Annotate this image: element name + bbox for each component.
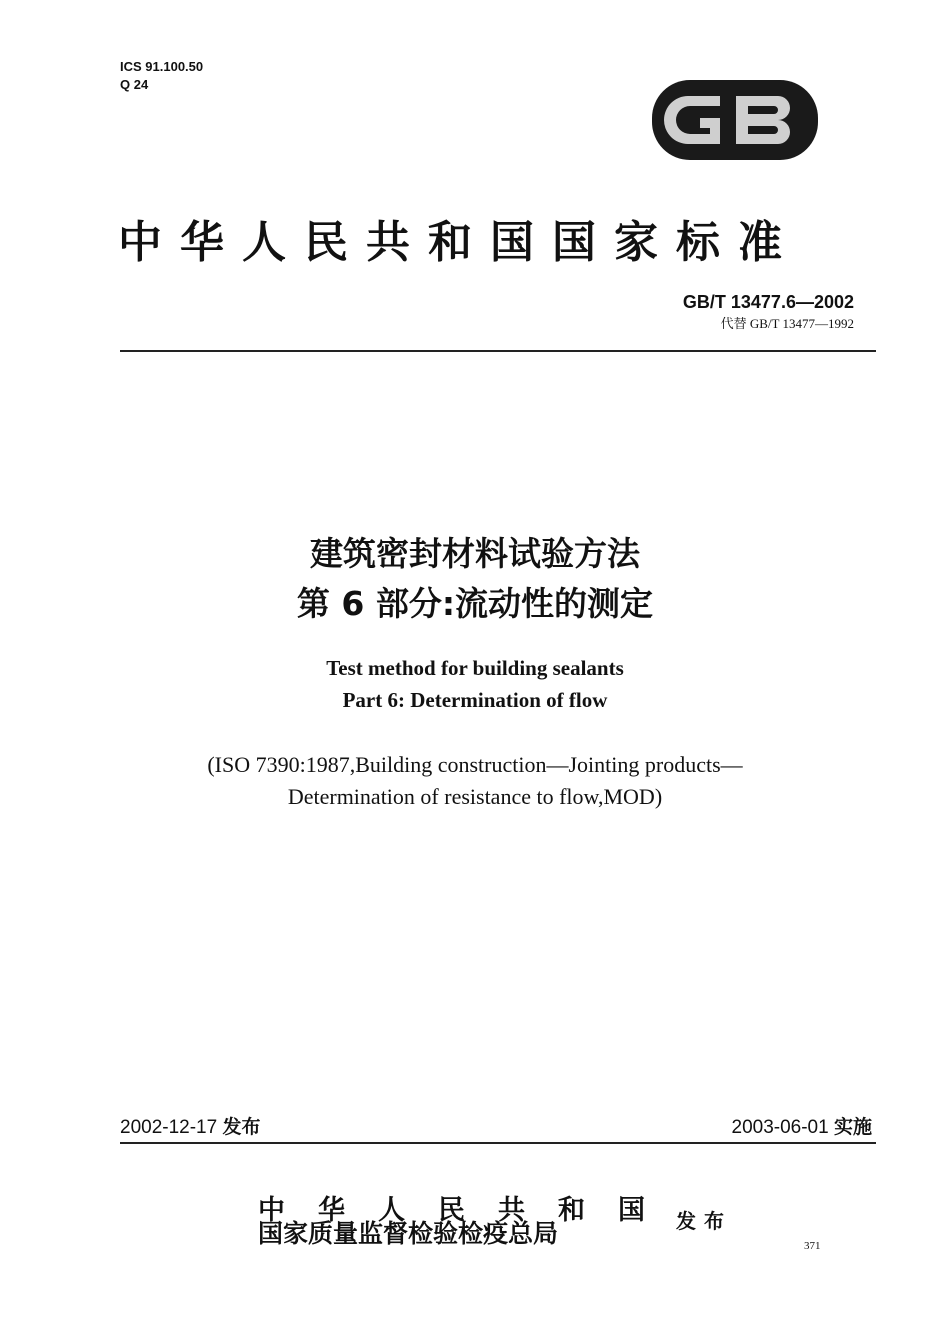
classification-block <box>120 58 203 94</box>
title-en-line2: Part 6: Determination of flow <box>342 688 608 712</box>
iso-reference-line1: (ISO 7390:1987,Building construction—Jointing products— <box>207 752 743 777</box>
page-number: 371 <box>804 1240 821 1252</box>
issue-label: 发布 <box>222 1116 261 1138</box>
title-en-line1: Test method for building sealants <box>326 656 624 680</box>
title-cn-line1: 建筑密封材料试验方法 <box>310 534 640 573</box>
issue-date: 2002-12-17 <box>120 1117 218 1138</box>
header-divider <box>120 350 876 352</box>
effective-date: 2003-06-01 <box>731 1117 829 1138</box>
issue-date-block <box>120 1112 261 1139</box>
footer-divider <box>120 1142 876 1144</box>
standard-number-block <box>683 292 854 332</box>
effective-date-block <box>732 1112 873 1139</box>
gb-logo <box>650 78 820 162</box>
iso-reference-line2: Determination of resistance to flow,MOD) <box>287 784 663 809</box>
effective-label: 实施 <box>833 1116 872 1138</box>
standard-number: GB/T 13477.6—2002 <box>682 292 854 312</box>
ics-code: ICS 91.100.50 <box>120 59 204 74</box>
publisher-line1: 中华人民共和国 <box>258 1195 678 1226</box>
title-cn-line2: 第 6 部分:流动性的测定 <box>296 584 654 623</box>
publisher-action: 发布 <box>676 1209 732 1233</box>
replaces-note: 代替 GB/T 13477—1992 <box>720 316 854 331</box>
publisher-line2: 国家质量监督检验检疫总局 <box>258 1219 559 1248</box>
national-standard-title: 中华人民共和国国家标准 <box>118 217 800 268</box>
class-code: Q 24 <box>120 77 149 92</box>
